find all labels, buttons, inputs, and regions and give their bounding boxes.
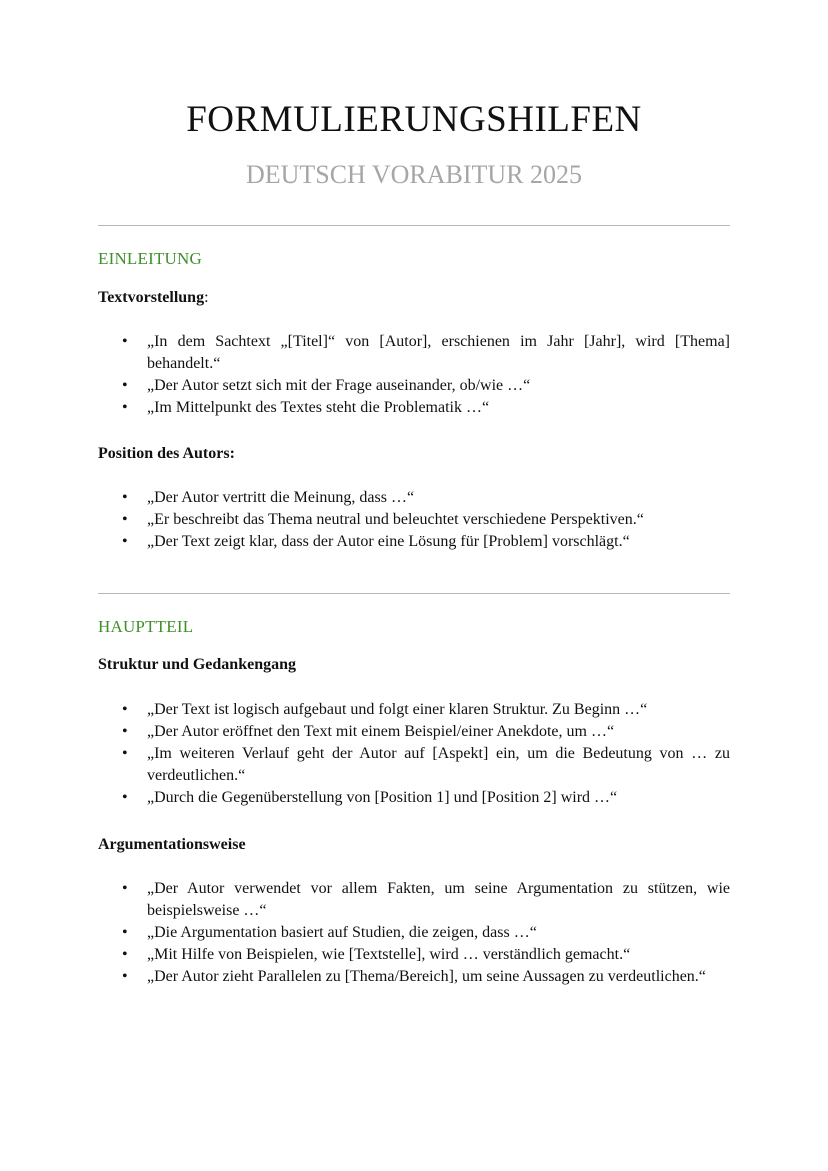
section-heading-einleitung: EINLEITUNG — [98, 249, 202, 268]
list-item: • „Durch die Gegenüberstellung von [Position 1] und [Position 2] wird …“ — [122, 789, 618, 806]
divider-top — [98, 225, 730, 226]
list-item: • „Der Autor verwendet vor allem Fakten, um seine Argumentation zu stützen, wie beispielsweise …“ — [122, 880, 730, 919]
subheading-position-des-autors: Position des Autors: — [98, 445, 235, 462]
list-argumentationsweise — [98, 878, 730, 988]
subheading-textvorstellung: Textvorstellung: — [98, 289, 209, 306]
document-title: FORMULIERUNGSHILFEN — [186, 99, 642, 140]
divider-middle — [98, 593, 730, 594]
list-item: • „Er beschreibt das Thema neutral und beleuchtet verschiedene Perspektiven.“ — [122, 511, 644, 528]
document-subtitle: DEUTSCH VORABITUR 2025 — [245, 160, 583, 189]
subheading-argumentationsweise: Argumentationsweise — [98, 836, 246, 853]
list-item: • „Der Autor vertritt die Meinung, dass …“ — [122, 489, 415, 506]
list-item: • „Der Text ist logisch aufgebaut und folgt einer klaren Struktur. Zu Beginn …“ — [122, 701, 648, 718]
list-item: • „Die Argumentation basiert auf Studien, die zeigen, dass …“ — [122, 924, 537, 941]
list-item: • „Der Autor eröffnet den Text mit einem Beispiel/einer Anekdote, um …“ — [122, 723, 615, 740]
list-struktur-und-gedankengang — [98, 699, 730, 809]
section-heading-hauptteil: HAUPTTEIL — [98, 617, 194, 636]
list-position-des-autors — [98, 487, 730, 553]
list-item: • „Der Autor zieht Parallelen zu [Thema/Bereich], um seine Aussagen zu verdeutlichen.“ — [122, 968, 706, 985]
list-item: • „Der Text zeigt klar, dass der Autor eine Lösung für [Problem] vorschlägt.“ — [122, 533, 630, 550]
list-item: • „Im Mittelpunkt des Textes steht die Problematik …“ — [122, 399, 490, 416]
list-textvorstellung — [98, 331, 730, 419]
list-item: • „Mit Hilfe von Beispielen, wie [Textstelle], wird … verständlich gemacht.“ — [122, 946, 631, 963]
list-item: • „In dem Sachtext „[Titel]“ von [Autor], erschienen im Jahr [Jahr], wird [Thema] behandelt.“ — [122, 333, 730, 372]
list-item: • „Der Autor setzt sich mit der Frage auseinander, ob/wie …“ — [122, 377, 531, 394]
subheading-struktur-und-gedankengang: Struktur und Gedankengang — [98, 656, 296, 673]
list-item: • „Im weiteren Verlauf geht der Autor auf [Aspekt] ein, um die Bedeutung von … zu verdeutlichen.“ — [122, 745, 730, 784]
